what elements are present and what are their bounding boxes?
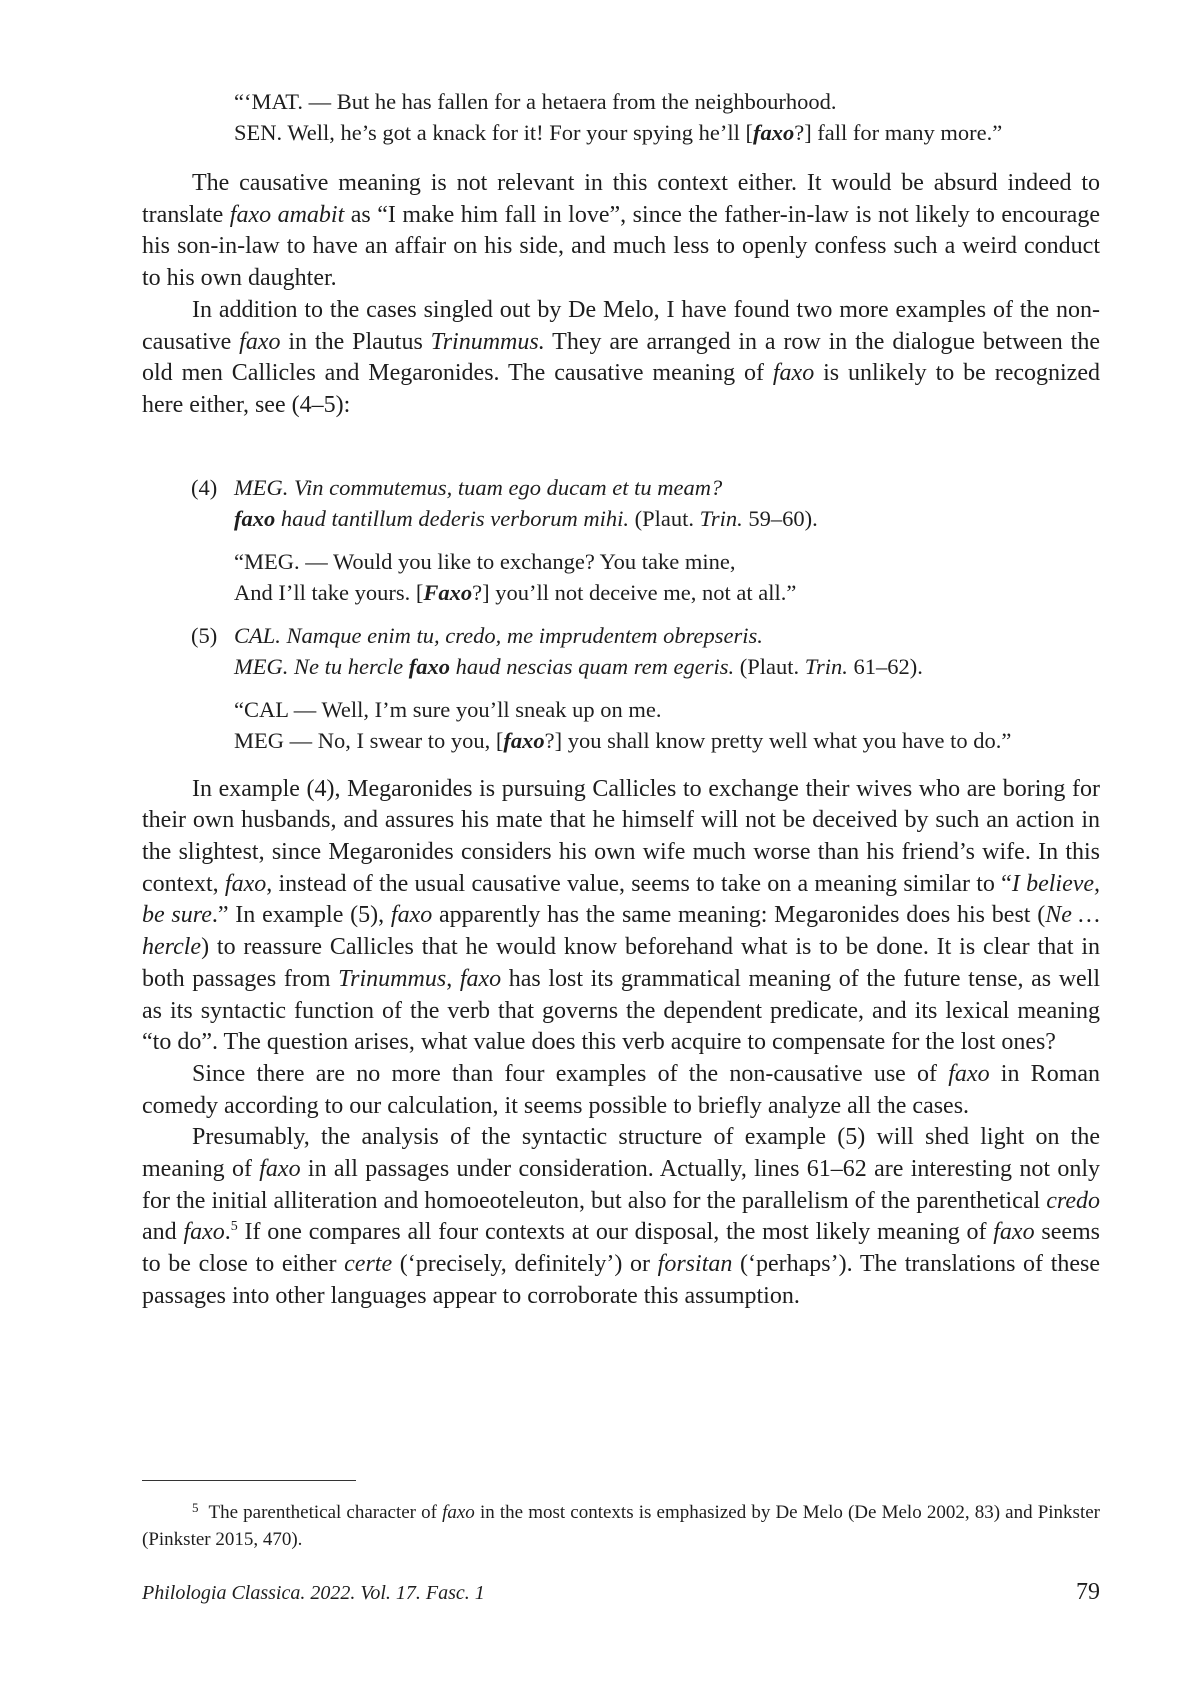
footnote: $^5$ The parenthetical character of faxo in the most contexts is emphasized by De Melo (De Melo 2002, 83) and Pinkster (Pinkster 2015, 470).	[142, 1500, 1100, 1550]
example-latin-line: CAL. Namque enim tu, credo, me imprudentem obrepseris.	[234, 622, 763, 648]
example-latin-line: MEG. Ne tu hercle faxo haud nescias quam rem egeris. (Plaut. Trin. 61–62).	[234, 653, 923, 679]
example-number: (4)	[191, 474, 218, 500]
paragraph-3: In example (4), Megaronides is pursuing Callicles to exchange their wives who are boring for their own husbands, and assures his mate that he himself will not be deceived by such an action in the slightest, since Megaronides considers his own wife much worse than his friend’s wife. In this context, faxo, instead of the usual causative value, seems to take on a meaning similar to “I believe, be sure.” In example (5), faxo apparently has the same meaning: Megaronides does his best (Ne … hercle) to reassure Callicles that he would know beforehand what is to be done. It is clear that in both passages from Trinummus, faxo has lost its grammatical meaning of the future tense, as well as its syntactic function of the verb that governs the dependent predicate, and its lexical meaning “to do”. The question arises, what value does this verb acquire to compensate for the lost ones?	[142, 775, 1101, 1056]
paragraph-1: The causative meaning is not relevant in this context either. It would be absurd indeed to translate faxo amabit as “I make him fall in love”, since the father-in-law is not likely to encourage his son-in-law to have an affair on his side, and much less to openly confess such a weird conduct to his own daughter.	[142, 170, 1100, 292]
body-text-bottom	[142, 774, 1100, 1313]
footnote-reference[interactable]: 5	[230, 1219, 238, 1235]
example-translation: “MEG. — Would you like to exchange? You take mine, And I’ll take yours. [Faxo?] you’ll not deceive me, not at all.”	[234, 548, 797, 605]
examples-block	[142, 472, 1100, 756]
journal-citation: Philologia Classica. 2022. Vol. 17. Fasc. 1	[142, 1582, 485, 1604]
footnote-divider	[142, 1480, 356, 1481]
paragraph-2: In addition to the cases singled out by De Melo, I have found two more examples of the non-causative faxo in the Plautus Trinummus. They are arranged in a row in the dialogue between the old men Callicles and Megaronides. The causative meaning of faxo is unlikely to be recognized here either, see (4–5):	[142, 296, 1101, 418]
example-5	[142, 620, 1100, 756]
example-translation: “CAL — Well, I’m sure you’ll sneak up on me. MEG — No, I swear to you, [faxo?] you shall know pretty well what you have to do.”	[234, 696, 1012, 753]
paragraph-4: Since there are no more than four examples of the non-causative use of faxo in Roman comedy according to our calculation, it seems possible to briefly analyze all the cases.	[142, 1060, 1101, 1119]
body-text-top	[142, 168, 1100, 422]
example-latin-line: faxo haud tantillum dederis verborum mihi. (Plaut. Trin. 59–60).	[234, 505, 818, 531]
top-quote	[234, 86, 1100, 148]
page-content	[142, 86, 1100, 1313]
page-footer	[142, 1579, 1100, 1605]
paragraph-5: Presumably, the analysis of the syntactic structure of example (5) will shed light on the meaning of faxo in all passages under consideration. Actually, lines 61–62 are interesting not only for the initial alliteration and homoeoteleuton, but also for the parallelism of the parenthetical credo and faxo.$^5$ If one compares all four contexts at our disposal, the most likely meaning of faxo seems to be close to either certe (‘precisely, definitely’) or forsitan (‘perhaps’). The translations of these passages into other languages appear to corroborate this assumption.	[142, 1124, 1101, 1309]
page-number: 79	[1076, 1579, 1100, 1605]
example-4	[142, 472, 1100, 608]
example-number: (5)	[191, 622, 218, 648]
quote-line-1: “‘MAT. — But he has fallen for a hetaera from the neighbourhood.	[234, 89, 837, 114]
example-latin-line: MEG. Vin commutemus, tuam ego ducam et tu meam?	[234, 474, 723, 500]
quote-line-2: SEN. Well, he’s got a knack for it! For your spying he’ll [faxo?] fall for many more.”	[234, 120, 1003, 145]
footnote-mark: 5	[192, 1500, 199, 1515]
